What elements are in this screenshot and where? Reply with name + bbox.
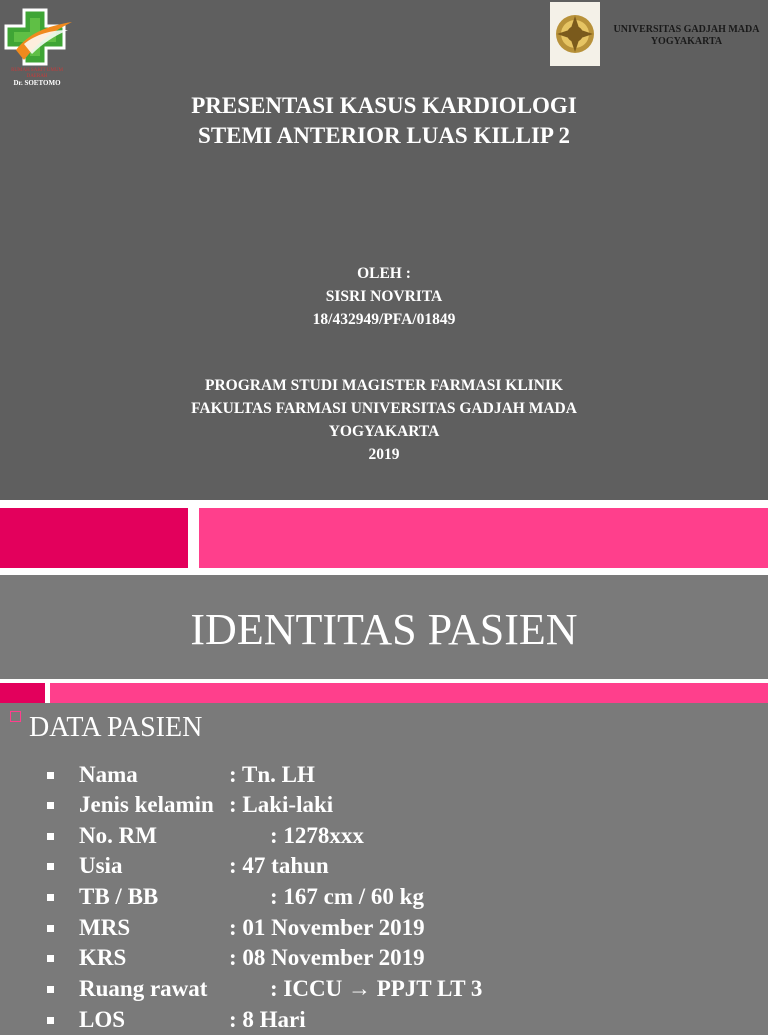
list-item-no-rm (0, 821, 768, 851)
by-label: OLEH : (357, 265, 411, 282)
square-bullet-icon (47, 986, 54, 993)
ugm-name: UNIVERSITAS GADJAH MADA YOGYAKARTA (613, 24, 760, 47)
field-label: MRS (79, 915, 131, 940)
faculty-name: FAKULTAS FARMASI UNIVERSITAS GADJAH MADA (191, 400, 577, 417)
field-value: : 01 November 2019 (229, 915, 425, 940)
square-bullet-icon (47, 955, 54, 962)
program-name: PROGRAM STUDI MAGISTER FARMASI KLINIK (205, 377, 563, 394)
hollow-square-bullet-icon (10, 711, 21, 722)
slide2-title: IDENTITAS PASIEN (190, 605, 578, 654)
accent-block-dark-small (0, 683, 45, 703)
field-value: : Laki-laki (229, 792, 334, 817)
ugm-seal-logo (550, 2, 600, 66)
year: 2019 (368, 446, 400, 463)
author-name: SISRI NOVRITA (325, 288, 443, 305)
field-label: Jenis kelamin (79, 792, 214, 817)
square-bullet-icon (47, 863, 54, 870)
author-block (0, 262, 768, 331)
field-value: : ICCU → PPJT LT 3 (270, 976, 483, 1001)
section-heading-text: DATA PASIEN (29, 712, 203, 743)
accent-block-dark (0, 508, 188, 568)
field-label: KRS (79, 945, 127, 970)
student-id: 18/432949/PFA/01849 (312, 311, 456, 328)
accent-block-light (199, 508, 768, 568)
header-accent-band (0, 679, 768, 703)
square-bullet-icon (47, 925, 54, 932)
field-label: No. RM (79, 823, 157, 848)
field-value: : 167 cm / 60 kg (270, 884, 424, 909)
list-item-nama (0, 760, 768, 790)
accent-block-light-wide (50, 683, 768, 703)
list-item-jenis-kelamin (0, 790, 768, 820)
field-value: : Tn. LH (229, 762, 315, 787)
field-label: Ruang rawat (79, 976, 208, 1001)
square-bullet-icon (47, 833, 54, 840)
slide-divider-band (0, 500, 768, 575)
city-name: YOGYAKARTA (328, 423, 440, 440)
title-line-1: PRESENTASI KASUS KARDIOLOGI (191, 93, 577, 118)
field-label: TB / BB (79, 884, 159, 909)
list-item-krs (0, 943, 768, 973)
rsud-logo-caption: RUMAH SAKIT UMUM DAERAH Dr. SOETOMO (11, 68, 63, 87)
field-label: Nama (79, 762, 138, 787)
list-item-ruang-rawat (0, 974, 768, 1004)
list-item-mrs (0, 913, 768, 943)
field-label: LOS (79, 1007, 126, 1032)
square-bullet-icon (47, 1017, 54, 1024)
field-value: : 1278xxx (270, 823, 364, 848)
field-label: Usia (79, 853, 123, 878)
section-heading (10, 710, 202, 746)
square-bullet-icon (47, 894, 54, 901)
list-item-tb-bb (0, 882, 768, 912)
list-item-los (0, 1005, 768, 1035)
field-value: : 47 tahun (229, 853, 329, 878)
institution-block (0, 374, 768, 466)
field-value: : 08 November 2019 (229, 945, 425, 970)
field-value: : 8 Hari (229, 1007, 306, 1032)
title-line-2: STEMI ANTERIOR LUAS KILLIP 2 (198, 123, 570, 148)
presentation-title (0, 91, 768, 151)
square-bullet-icon (47, 802, 54, 809)
square-bullet-icon (47, 772, 54, 779)
list-item-usia (0, 851, 768, 881)
title-slide (0, 0, 768, 500)
